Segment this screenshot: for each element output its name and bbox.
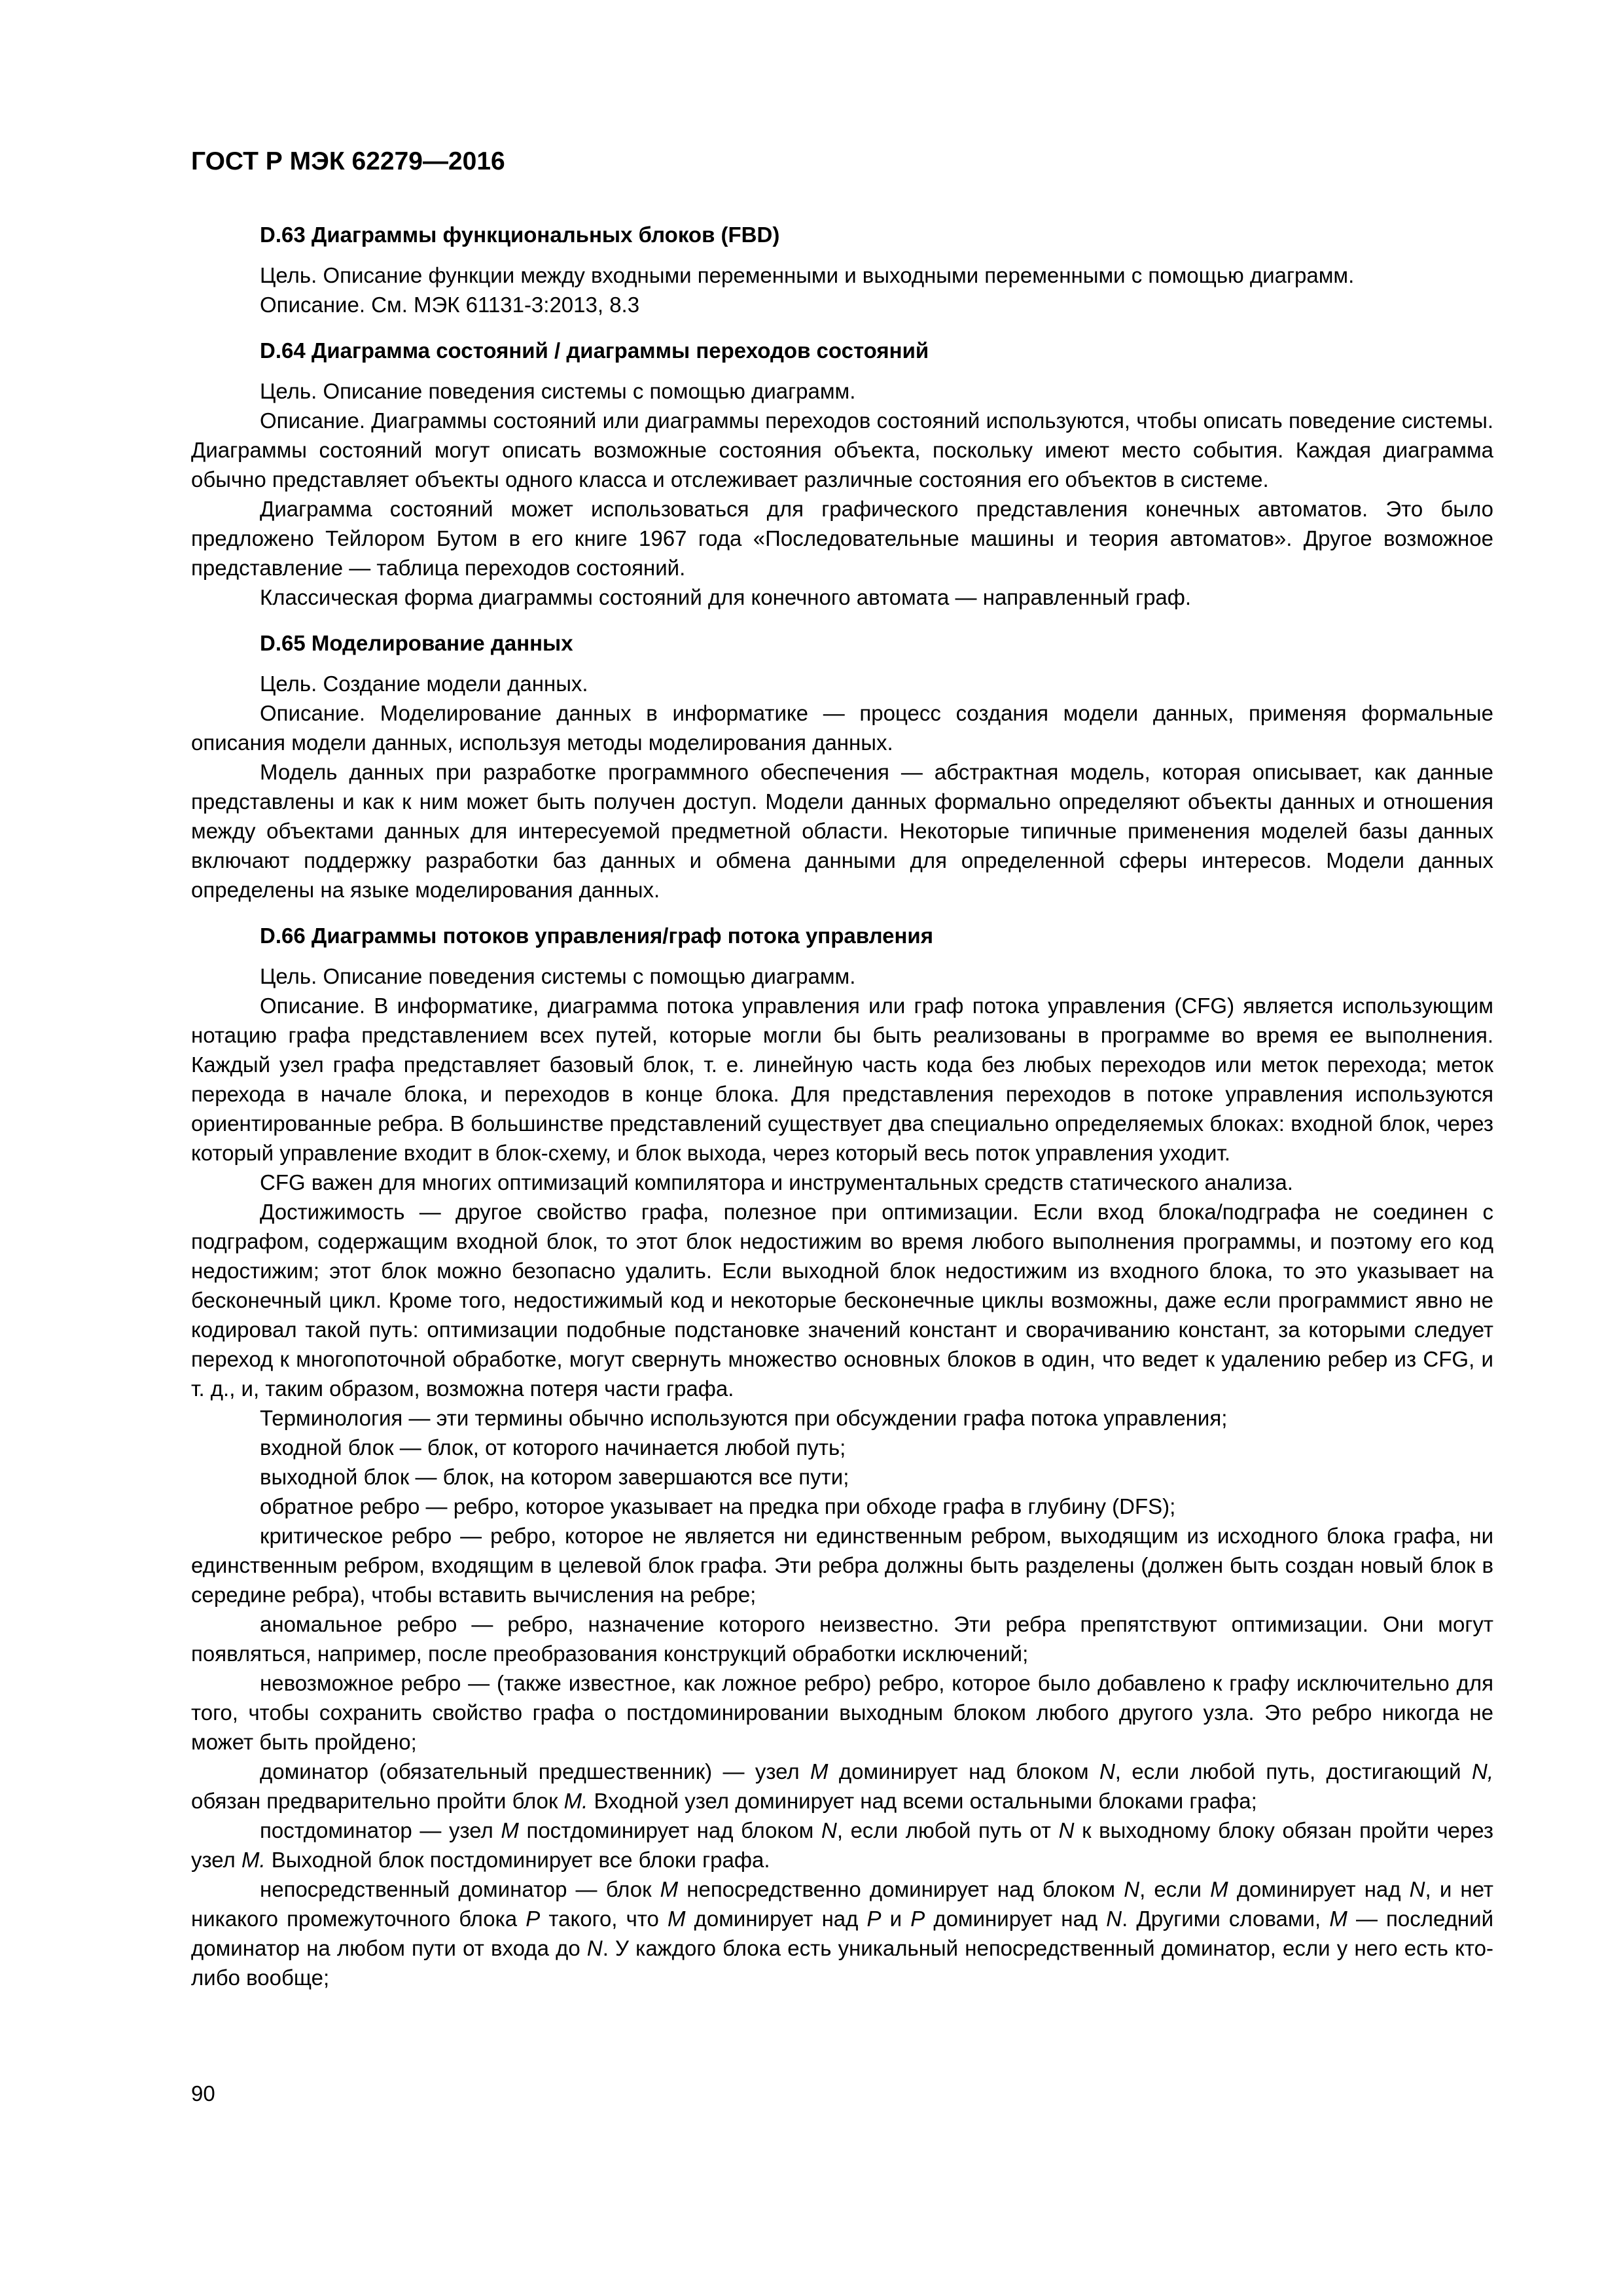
variable-name: N <box>1058 1818 1075 1842</box>
paragraph: Цель. Создание модели данных. <box>260 672 588 696</box>
paragraph: Описание. См. МЭК 61131-3:2013, 8.3 <box>260 293 640 317</box>
paragraph: Достижимость — другое свойство графа, полезное при оптимизации. Если вход блока/подграфа не соединен с подграфом, содержащим входной блок, то этот блок недостижим во время любого выполнения программы, и поэтому его код недостижим; этот блок можно безопасно удалить. Если выходной блок недостижим из входного блока, то это указывает на бесконечный цикл. Кроме того, недостижимый код и некоторые бесконечные циклы возможны, даже если программист явно не кодировал такой путь: оптимизации подобные подстановке значений констант и сворачиванию констант, за которыми следует переход к многопоточной обработке, могут свернуть множество основных блоков в один, что ведет к удалению ребер из CFG, и т. д., и, таким образом, возможна потеря части графа. <box>191 1200 1493 1401</box>
variable-name: N <box>1099 1759 1115 1784</box>
section-heading: D.64 Диаграмма состояний / диаграммы переходов состояний <box>260 338 929 363</box>
term-definition: невозможное ребро — (также известное, как ложное ребро) ребро, которое было добавлено к графу исключительно для того, чтобы сохранить свойство графа о постдоминировании выходным блоком любого другого узла. Это ребро никогда не может быть пройдено; <box>191 1671 1493 1754</box>
paragraph: Описание. Моделирование данных в информатике — процесс создания модели данных, применяя формальные описания модели данных, используя методы моделирования данных. <box>191 701 1493 755</box>
variable-name: M <box>1210 1877 1228 1901</box>
section-d63 <box>191 220 1493 319</box>
term-definition: аномальное ребро — ребро, назначение которого неизвестно. Эти ребра препятствуют оптимизации. Они могут появляться, например, после преобразования конструкций обработки исключений; <box>191 1612 1493 1666</box>
page-number: 90 <box>191 2081 215 2106</box>
section-d64 <box>191 336 1493 612</box>
term-definition: постдоминатор — узел M постдоминирует над блоком N, если любой путь от N к выходному блоку обязан пройти через узел M. Выходной блок постдоминирует все блоки графа. <box>191 1818 1493 1872</box>
term-definition: критическое ребро — ребро, которое не является ни единственным ребром, выходящим из исходного блока графа, ни единственным ребром, входящим в целевой блок графа. Эти ребра должны быть разделены (должен быть создан новый блок в середине ребра), чтобы вставить вычисления на ребре; <box>191 1524 1493 1607</box>
variable-name: M <box>667 1907 686 1931</box>
paragraph: Диаграмма состояний может использоваться для графического представления конечных автоматов. Это было предложено Тейлором Бутом в его книге 1967 года «Последовательные машины и теория автоматов». Другое возможное представление — таблица переходов состояний. <box>191 497 1493 580</box>
section-d66 <box>191 921 1493 1992</box>
section-heading: D.63 Диаграммы функциональных блоков (FBD) <box>260 223 780 247</box>
variable-name: M <box>501 1818 519 1842</box>
paragraph: Описание. В информатике, диаграмма потока управления или граф потока управления (CFG) является использующим нотацию графа представлением всех путей, которые могли бы быть реализованы в программе во время ее выполнения. Каждый узел графа представляет базовый блок, т. е. линейную часть кода без любых переходов или меток перехода; меток перехода в начале блока, и переходов в конце блока. Для представления переходов в потоке управления используются ориентированные ребра. В большинстве представлений существует два специально определяемых блоках: входной блок, через который управление входит в блок-схему, и блок выхода, через который весь поток управления уходит. <box>191 994 1493 1165</box>
variable-name: M <box>1329 1907 1347 1931</box>
variable-name: P <box>910 1907 925 1931</box>
variable-name: M <box>660 1877 679 1901</box>
term-definition: доминатор (обязательный предшественник) — узел M доминирует над блоком N, если любой путь, достигающий N, обязан предварительно пройти блок M. Входной узел доминирует над всеми остальными блоками графа; <box>191 1759 1493 1813</box>
variable-name: M. <box>563 1789 588 1813</box>
variable-name: N <box>1409 1877 1425 1901</box>
paragraph: Модель данных при разработке программного обеспечения — абстрактная модель, которая описывает, как данные представлены и как к ним может быть получен доступ. Модели данных формально определяют объекты данных и отношения между объектами данных для интересуемой предметной области. Некоторые типичные применения моделей базы данных включают поддержку разработки баз данных и обмена данными для определенной сферы интересов. Модели данных определены на языке моделирования данных. <box>191 760 1493 902</box>
paragraph: Терминология — эти термины обычно используются при обсуждении графа потока управления; <box>260 1406 1228 1430</box>
variable-name: N <box>1106 1907 1122 1931</box>
variable-name: P <box>866 1907 882 1931</box>
paragraph: Цель. Описание поведения системы с помощью диаграмм. <box>260 379 856 403</box>
paragraph: Классическая форма диаграммы состояний для конечного автомата — направленный граф. <box>260 585 1192 609</box>
term-definition: входной блок — блок, от которого начинается любой путь; <box>260 1435 846 1460</box>
variable-name: P <box>526 1907 541 1931</box>
paragraph: CFG важен для многих оптимизаций компилятора и инструментальных средств статического анализа. <box>260 1170 1293 1194</box>
paragraph: Цель. Описание функции между входными переменными и выходными переменными с помощью диаграмм. <box>260 263 1355 287</box>
variable-name: N <box>821 1818 837 1842</box>
document-body <box>191 220 1493 1992</box>
section-d65 <box>191 628 1493 905</box>
term-definition: обратное ребро — ребро, которое указывает на предка при обходе графа в глубину (DFS); <box>260 1494 1176 1518</box>
variable-name: N <box>1124 1877 1140 1901</box>
paragraph: Описание. Диаграммы состояний или диаграммы переходов состояний используются, чтобы описать поведение системы. Диаграммы состояний могут описать возможные состояния объекта, поскольку имеют место события. Каждая диаграмма обычно представляет объекты одного класса и отслеживает различные состояния его объектов в системе. <box>191 408 1493 492</box>
section-heading: D.65 Моделирование данных <box>260 631 573 655</box>
term-definition: непосредственный доминатор — блок M непосредственно доминирует над блоком N, если M доминирует над N, и нет никакого промежуточного блока P такого, что M доминирует над P и P доминирует над N. Другими словами, M — последний доминатор на любом пути от входа до N. У каждого блока есть уникальный непосредственный доминатор, если у него есть кто-либо вообще; <box>191 1877 1494 1990</box>
variable-name: N, <box>1472 1759 1493 1784</box>
paragraph: Цель. Описание поведения системы с помощью диаграмм. <box>260 964 856 988</box>
variable-name: M <box>810 1759 829 1784</box>
section-heading: D.66 Диаграммы потоков управления/граф потока управления <box>260 924 933 948</box>
variable-name: N <box>586 1936 603 1960</box>
variable-name: M. <box>241 1848 266 1872</box>
term-definition: выходной блок — блок, на котором завершаются все пути; <box>260 1465 849 1489</box>
document-header: ГОСТ Р МЭК 62279—2016 <box>191 147 505 175</box>
